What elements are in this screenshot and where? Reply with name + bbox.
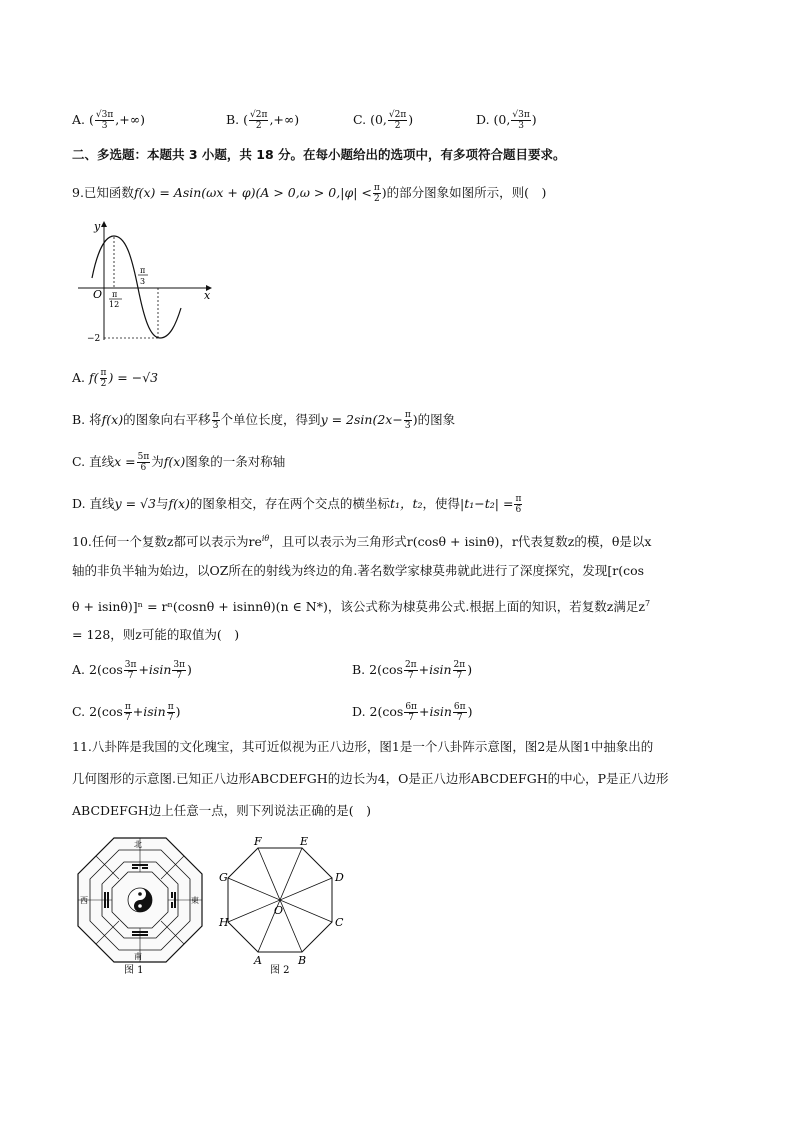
q11-stem-line2: 几何图形的示意图.已知正八边形ABCDEFGH的边长为4，O是正八边形ABCDEFGH的中心，P是正八边形 [72,771,669,786]
fraction: $\frac{6\pi}{7}$ [405,702,417,723]
fraction: $\frac{\pi}{6}$ [515,494,522,515]
fraction: $\frac{\pi}{2}$ [100,368,107,389]
q10-option-a: A. 2(cos $\frac{3\pi}{7}$ +isin $\frac{3\pi}{7}$ ) [72,660,192,681]
q10-stem-line2: 轴的非负半轴为始边，以OZ所在的射线为终边的角.著名数学家棣莫弗就此进行了深度探究，发现[r(cos [72,563,645,578]
q8-option-d: D. (0, $\frac{√3\pi}{3}$ ) [476,110,537,131]
fraction: $\frac{\pi}{3}$ [404,410,411,431]
q11-stem-line3: ABCDEFGH边上任意一点，则下列说法正确的是( ) [72,803,371,818]
bagua-figure-1 [74,834,206,974]
q10-stem-line1: 10.任何一个复数z都可以表示为$re^{i\theta}$，且可以表示为三角形式r(cosθ + isinθ)，r代表复数z的模，θ是以x [72,534,652,550]
fraction: $\frac{\pi}{7}$ [167,702,174,723]
fraction: $\frac{\pi}{7}$ [124,702,131,723]
bagua-char-north: 北 [134,840,142,849]
origin-label: O [93,288,103,301]
x-axis-label: x [204,289,211,302]
q10-option-d: D. 2(cos $\frac{6\pi}{7}$ +isin $\frac{6\pi}{7}$ ) [352,702,473,723]
q10-stem-line4: = 128，则z可能的取值为( ) [72,627,240,642]
vertex-g: G [219,871,228,884]
fraction: $\frac{√2\pi}{2}$ [250,110,268,131]
vertex-d: D [335,871,344,884]
sine-curve [92,236,181,338]
y-axis-arrow [101,221,107,227]
vertex-h: H [219,916,229,929]
fraction: $\frac{3\pi}{7}$ [173,660,186,681]
q10-option-c: C. 2(cos $\frac{\pi}{7}$ +isin $\frac{\pi}{7}$ ) [72,702,181,723]
fraction: $\frac{\pi}{2}$ [373,183,380,204]
fraction: $\frac{6\pi}{7}$ [453,702,466,723]
q9-option-c: C. 直线x = $\frac{5\pi}{6}$ 为f(x)图象的一条对称轴 [72,452,286,473]
vertex-a: A [254,954,262,967]
fraction: $\frac{2\pi}{7}$ [453,660,466,681]
q8-option-b: B. ( $\frac{√2\pi}{2}$ ,+∞) [226,110,300,131]
q8-option-a: A. ( $\frac{√3\pi}{3}$ ,+∞) [72,110,146,131]
fraction: $\frac{5\pi}{6}$ [137,452,150,473]
q9-function-graph [72,218,222,348]
q8-option-c: C. (0, $\frac{√2\pi}{2}$ ) [353,110,414,131]
q11-stem-line1: 11.八卦阵是我国的文化瑰宝，其可近似视为正八边形，图1是一个八卦阵示意图，图2是从图1中抽象出的 [72,739,654,754]
fraction: $\frac{3\pi}{7}$ [124,660,137,681]
bagua-char-south: 南 [134,952,142,961]
q9-option-b: B. 将f(x)的图象向右平移 $\frac{\pi}{3}$ 个单位长度，得到y = 2sin(2x− $\frac{\pi}{3}$ )的图象 [72,410,456,431]
yin-yang-icon [128,888,152,912]
figure-1-caption: 图 1 [124,965,144,974]
q9-option-a: A. f( $\frac{\pi}{2}$ ) = −√3 [72,368,159,389]
y-axis-label: y [94,220,101,233]
octagon-figure-2 [218,834,348,974]
x-tick-pi3-den: 3 [140,277,146,286]
fraction: $\frac{\pi}{3}$ [212,410,219,431]
x-tick-pi12-num: π [112,290,118,299]
q10-option-b: B. 2(cos $\frac{2\pi}{7}$ +isin $\frac{2\pi}{7}$ ) [352,660,473,681]
q9-option-d: D. 直线y = √3与f(x)的图象相交，存在两个交点的横坐标t₁，t₂，使得|t₁−t₂| = $\frac{\pi}{6}$ [72,494,522,515]
center-o: O [274,904,284,917]
fraction: $\frac{√3\pi}{3}$ [512,110,530,131]
bagua-char-west: 西 [80,896,88,905]
q10-stem-line3: θ + isinθ)]ⁿ = rⁿ(cosnθ + isinnθ)(n ∈ N*)，该公式称为棣莫弗公式.根据上面的知识，若复数z满足$z^7$ [72,599,651,615]
figure-2-caption: 图 2 [270,965,290,974]
vertex-e: E [300,835,309,848]
vertex-f: F [254,835,262,848]
vertex-b: B [298,954,307,967]
section-heading: 二、多选题：本题共 3 小题，共 18 分。在每小题给出的选项中，有多项符合题目要求。 [72,147,566,162]
x-tick-pi12-den: 12 [109,300,120,309]
y-min-label: −2 [87,334,101,344]
x-tick-pi3-num: π [140,266,146,275]
fraction: $\frac{√2\pi}{2}$ [388,110,407,131]
vertex-c: C [335,916,344,929]
fraction: $\frac{√3\pi}{3}$ [95,110,114,131]
q9-stem: 9.已知函数f(x) = Asin(ωx + φ)(A > 0,ω > 0,|φ| < $\frac{\pi}{2}$ )的部分图象如图所示，则( ) [72,183,547,204]
fraction: $\frac{2\pi}{7}$ [404,660,417,681]
bagua-char-east: 東 [191,896,199,905]
